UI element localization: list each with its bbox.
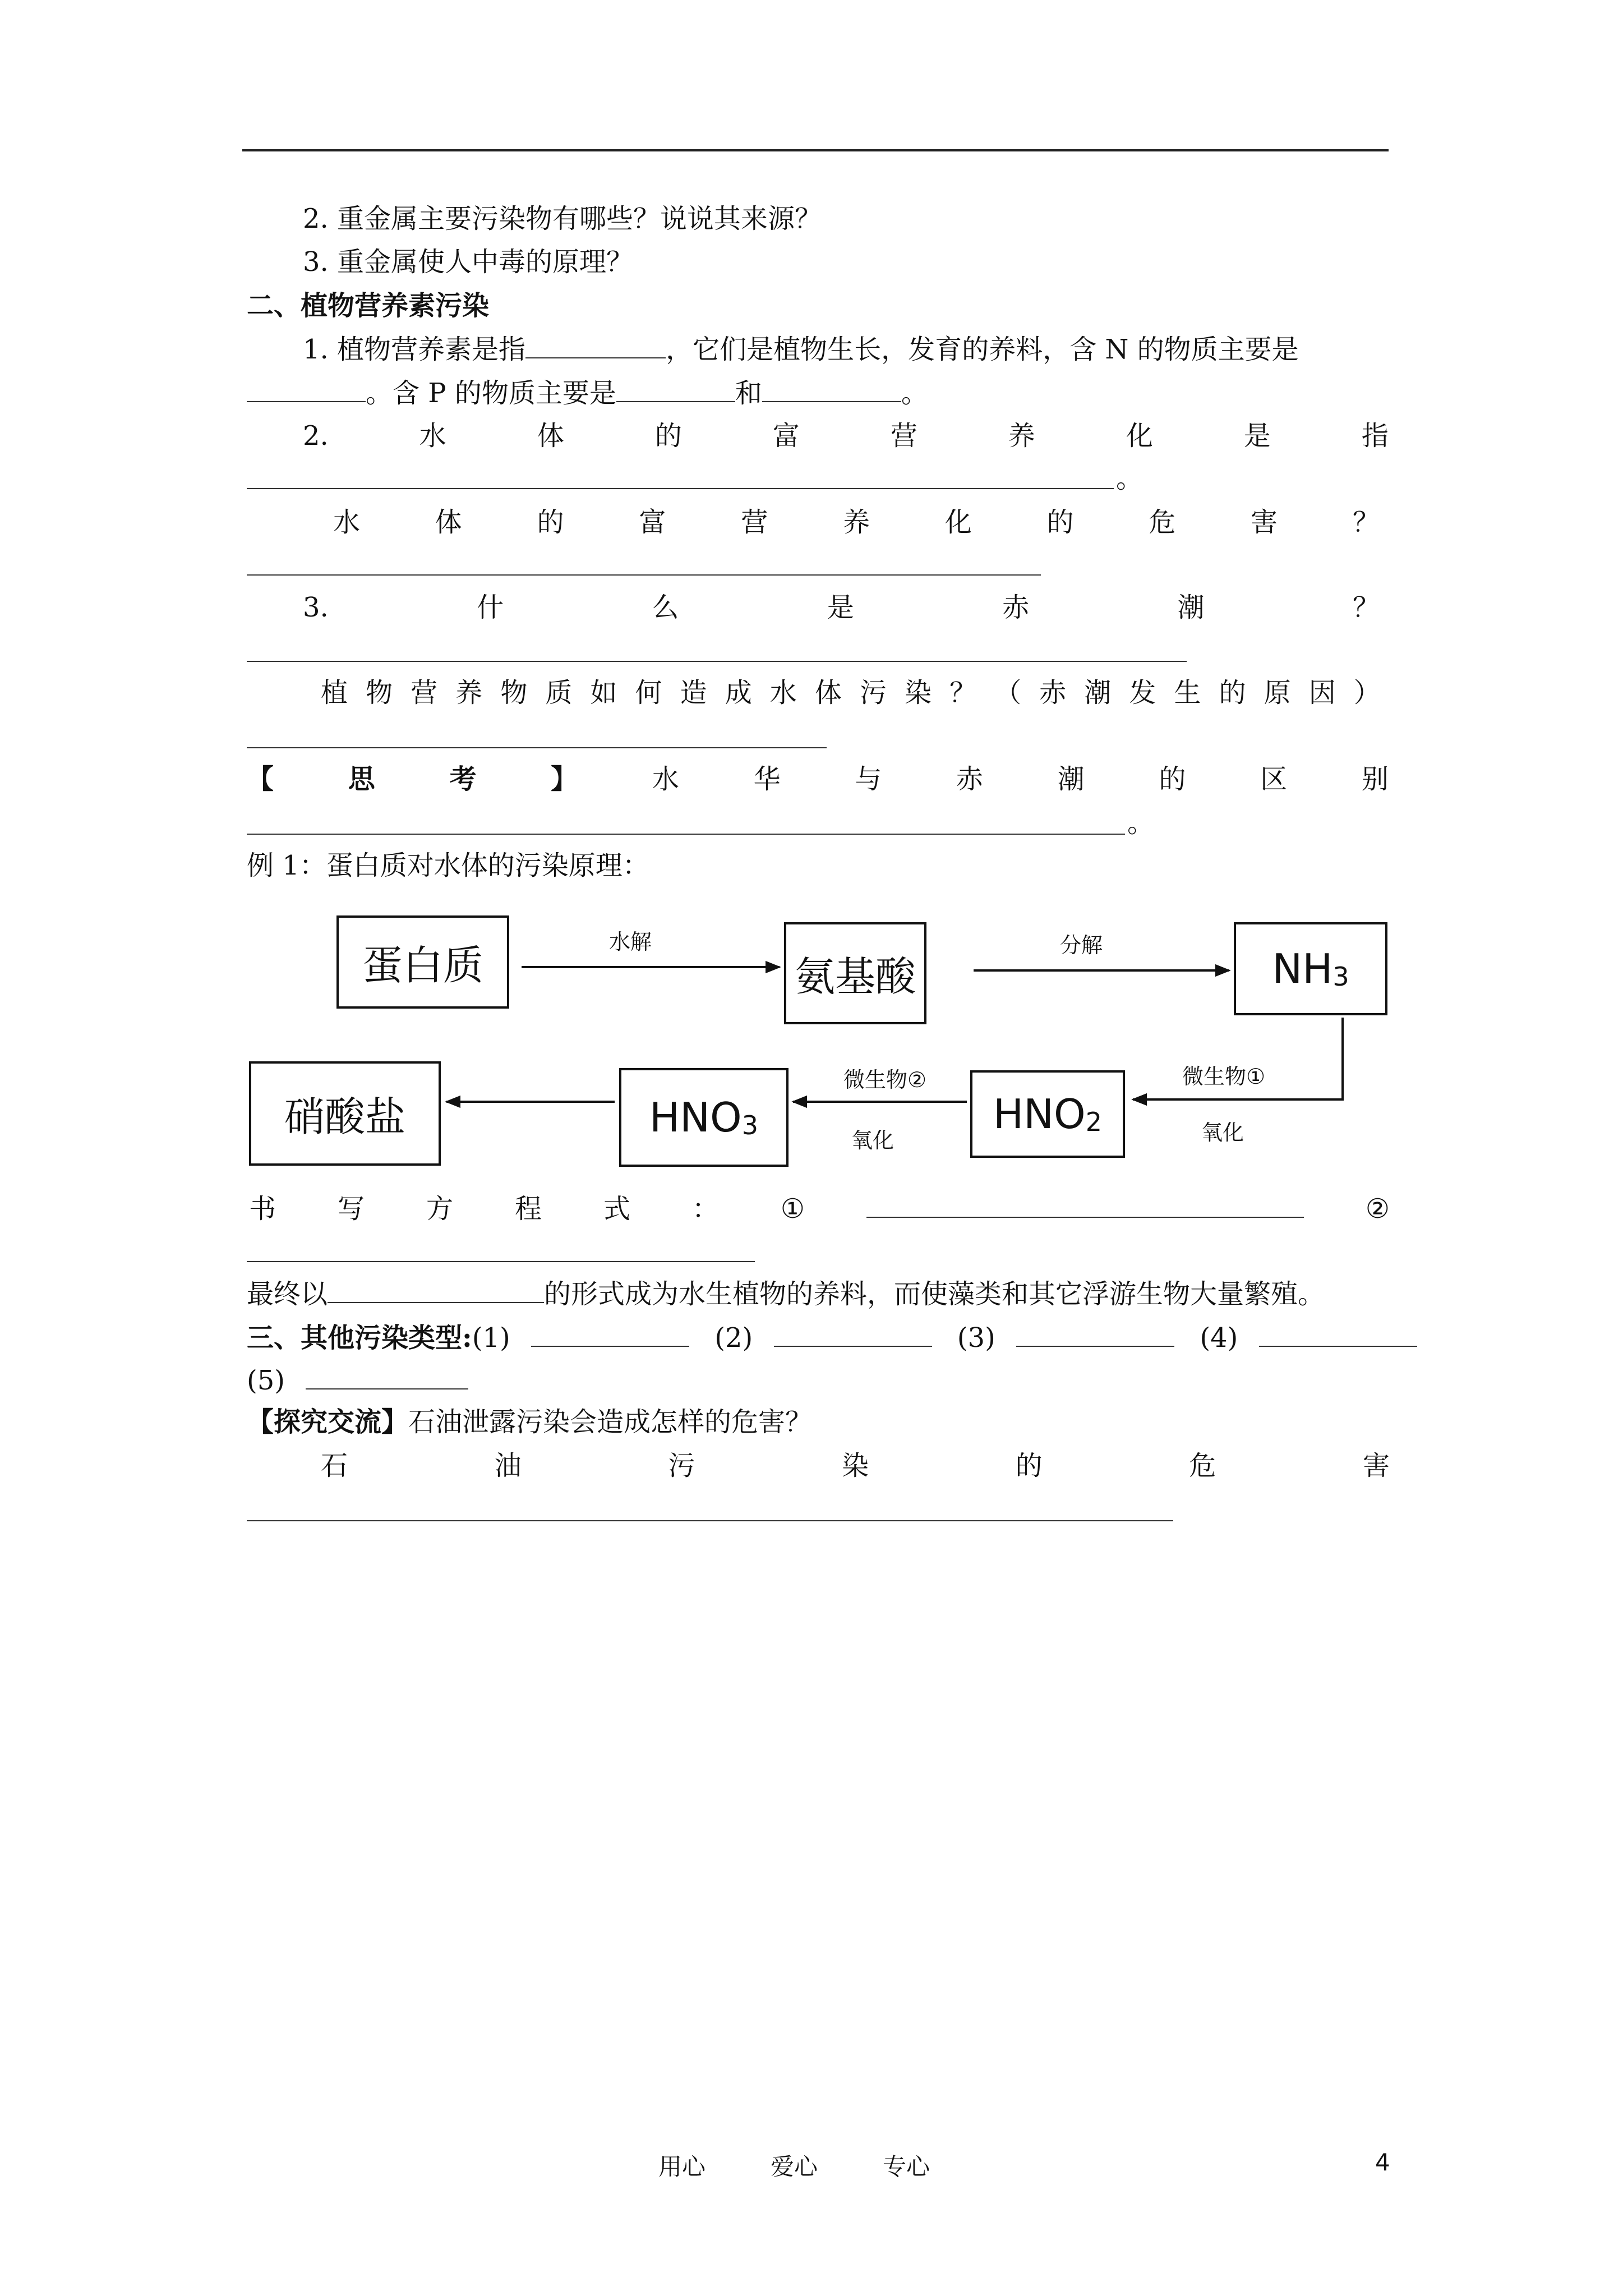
text-span: (2) (714, 1322, 753, 1354)
text-span: 水 (769, 677, 797, 708)
text-span: 潮 (1057, 763, 1085, 795)
text-span: 染 (905, 677, 932, 708)
text-span: ？ (949, 677, 977, 708)
text-span: 危 (1189, 1450, 1216, 1481)
text-span: 3 (741, 1110, 758, 1140)
text-span: 体 (435, 507, 462, 538)
text-span: 爱心 (771, 2153, 818, 2180)
text-span: 氧化 (1201, 1120, 1244, 1145)
text-span: 发 (1129, 677, 1156, 708)
text-span: ？ (1352, 592, 1380, 623)
text-span: 写 (337, 1193, 365, 1225)
text-span: 富 (772, 420, 800, 452)
blank-type-4[interactable] (1259, 1321, 1417, 1347)
text-span: 区 (1260, 763, 1288, 795)
text-span: 体 (537, 420, 564, 452)
text-span: 污 (668, 1450, 695, 1481)
text-span: 如 (590, 677, 617, 708)
text-span: 指 (1361, 420, 1389, 452)
section-3-line (247, 1320, 1417, 1355)
text-span: 害 (1251, 507, 1278, 538)
text-span: 生 (1174, 677, 1201, 708)
text-span: 蛋白质 (362, 942, 483, 989)
text-span: 危 (1149, 507, 1176, 538)
paragraph-9 (321, 1448, 1390, 1483)
text-span: 的 (654, 420, 682, 452)
text-span: 化 (944, 507, 972, 538)
text-span: 的 (1046, 507, 1074, 538)
blank-line-oil-harm[interactable] (247, 1520, 1173, 1521)
blank-type-1[interactable] (531, 1321, 689, 1347)
text-span: 微生物① (1182, 1064, 1266, 1089)
text-span: 式 (603, 1193, 630, 1225)
section-3-line-2 (247, 1363, 468, 1398)
text-span: 方 (426, 1193, 453, 1225)
text-span: 1. 植物营养素是指 (303, 334, 526, 365)
text-span: 【探究交流】 (247, 1406, 409, 1438)
text-span: 是 (1243, 420, 1271, 452)
text-span: 。含 P 的物质主要是 (366, 378, 616, 409)
text-span: 水 (419, 420, 446, 452)
text-span: 富 (639, 507, 666, 538)
text-span: 石 (321, 1450, 348, 1481)
text-span: 硝酸盐 (284, 1093, 405, 1140)
text-span: （ (994, 677, 1022, 708)
paragraph-8 (247, 1277, 1325, 1312)
text-span: 原 (1264, 677, 1291, 708)
text-span: (3) (957, 1322, 995, 1354)
text-span: HNO (993, 1091, 1086, 1138)
text-span: 2 (1085, 1107, 1102, 1137)
label-oxidize-2 (851, 1123, 894, 1154)
text-span: 潮 (1084, 677, 1112, 708)
text-span: 赤 (956, 763, 984, 795)
text-span: 最终以 (247, 1278, 328, 1310)
text-span: 造 (680, 677, 707, 708)
text-span: 养 (455, 677, 483, 708)
text-span: (1) (472, 1322, 510, 1354)
text-span: 植 (321, 677, 348, 708)
text-span: 与 (855, 763, 882, 795)
text-span: 3. (303, 592, 329, 623)
text-span: 害 (1362, 1450, 1390, 1481)
text-span: 的 (1219, 677, 1246, 708)
text-span: 么 (652, 592, 679, 623)
text-span: 别 (1361, 763, 1389, 795)
text-span: 2. (303, 420, 329, 452)
text-span: 因 (1308, 677, 1336, 708)
text-span: 营 (890, 420, 917, 452)
text-span: 物 (366, 677, 393, 708)
text-span: 【 (247, 763, 274, 795)
text-span (866, 1191, 1304, 1226)
text-span: 华 (753, 763, 781, 795)
text-span: 油 (494, 1450, 522, 1481)
label-decompose (1060, 928, 1103, 959)
text-span: 营 (741, 507, 768, 538)
label-oxidize-1 (1201, 1115, 1244, 1146)
blank-type-3[interactable] (1016, 1321, 1174, 1347)
text-span: ② (1365, 1193, 1390, 1225)
blank-type-5[interactable] (306, 1364, 468, 1389)
text-span: 考 (449, 763, 477, 795)
blank-equation-2[interactable] (247, 1261, 755, 1262)
text-span: ？ (1352, 507, 1380, 538)
text-span: (5) (247, 1365, 285, 1396)
text-span: 专心 (883, 2153, 930, 2180)
text-span: 和 (735, 378, 762, 409)
text-span: 思 (348, 763, 375, 795)
text-span: 是 (827, 592, 854, 623)
text-span: ① (780, 1193, 805, 1225)
page-number (1375, 2148, 1390, 2176)
text-span: 】 (551, 763, 578, 795)
paragraph-7 (249, 1191, 1390, 1226)
label-hydrolysis (609, 924, 652, 955)
text-span: 何 (635, 677, 662, 708)
text-span: 染 (841, 1450, 869, 1481)
text-span: 例 1：蛋白质对水体的污染原理： (247, 850, 649, 881)
label-microbe-1 (1182, 1059, 1265, 1090)
text-span: 3 (1332, 961, 1349, 992)
text-span: 用心 (658, 2153, 706, 2180)
text-span: 水 (652, 763, 679, 795)
text-span: ） (1353, 677, 1381, 708)
text-span: ，它们是植物生长，发育的养料，含 N 的物质主要是 (666, 334, 1299, 365)
explore-question (247, 1405, 812, 1439)
text-span: 质 (545, 677, 573, 708)
text-span: 赤 (1002, 592, 1030, 623)
footer-middle (771, 2148, 818, 2182)
text-span: 氨基酸 (794, 953, 916, 1000)
text-span: 体 (814, 677, 842, 708)
text-span: 三、其他污染类型: (247, 1322, 472, 1354)
text-span: HNO (649, 1094, 742, 1141)
text-span: 氧化 (851, 1128, 895, 1153)
footer-right (883, 2148, 930, 2182)
text-span: 的 (537, 507, 564, 538)
blank-equation-1[interactable] (866, 1195, 1304, 1218)
text-span: 3. 重金属使人中毒的原理？ (303, 246, 634, 278)
label-microbe-2 (843, 1062, 926, 1093)
text-span: 二、植物营养素污染 (247, 290, 490, 321)
text-span: 养 (842, 507, 870, 538)
text-span: 养 (1008, 420, 1035, 452)
text-span: 书 (249, 1193, 276, 1225)
text-span: 石油泄露污染会造成怎样的危害？ (408, 1406, 813, 1438)
text-span: 赤 (1039, 677, 1067, 708)
text-span: 潮 (1177, 592, 1205, 623)
text-span: 物 (500, 677, 528, 708)
text-span: 污 (859, 677, 887, 708)
text-span: 什 (477, 592, 504, 623)
text-span: NH (1272, 945, 1333, 992)
text-span: (4) (1200, 1322, 1238, 1354)
text-span: 程 (514, 1193, 542, 1225)
text-span: 微生物② (843, 1068, 927, 1092)
text-span: 。 (1127, 807, 1155, 839)
text-span: 营 (411, 677, 438, 708)
text-span: 的形式成为水生植物的养料，而使藻类和其它浮游生物大量繁殖。 (544, 1278, 1325, 1310)
text-span: 分解 (1060, 933, 1103, 958)
text-span: 。 (1116, 463, 1144, 494)
text-span: 的 (1015, 1450, 1043, 1481)
text-span: 2. 重金属主要污染物有哪些？说说其来源？ (303, 203, 822, 234)
blank-final-form[interactable] (328, 1277, 544, 1303)
text-span: ： (691, 1193, 719, 1225)
blank-type-2[interactable] (774, 1321, 932, 1347)
text-span: 成 (725, 677, 752, 708)
text-span: 水解 (609, 930, 652, 954)
footer-left (658, 2148, 706, 2182)
text-span: 水 (333, 507, 361, 538)
text-span: 4 (1375, 2148, 1390, 2176)
text-span: 化 (1126, 420, 1153, 452)
text-span: 的 (1159, 763, 1186, 795)
text-span: 。 (901, 378, 928, 409)
